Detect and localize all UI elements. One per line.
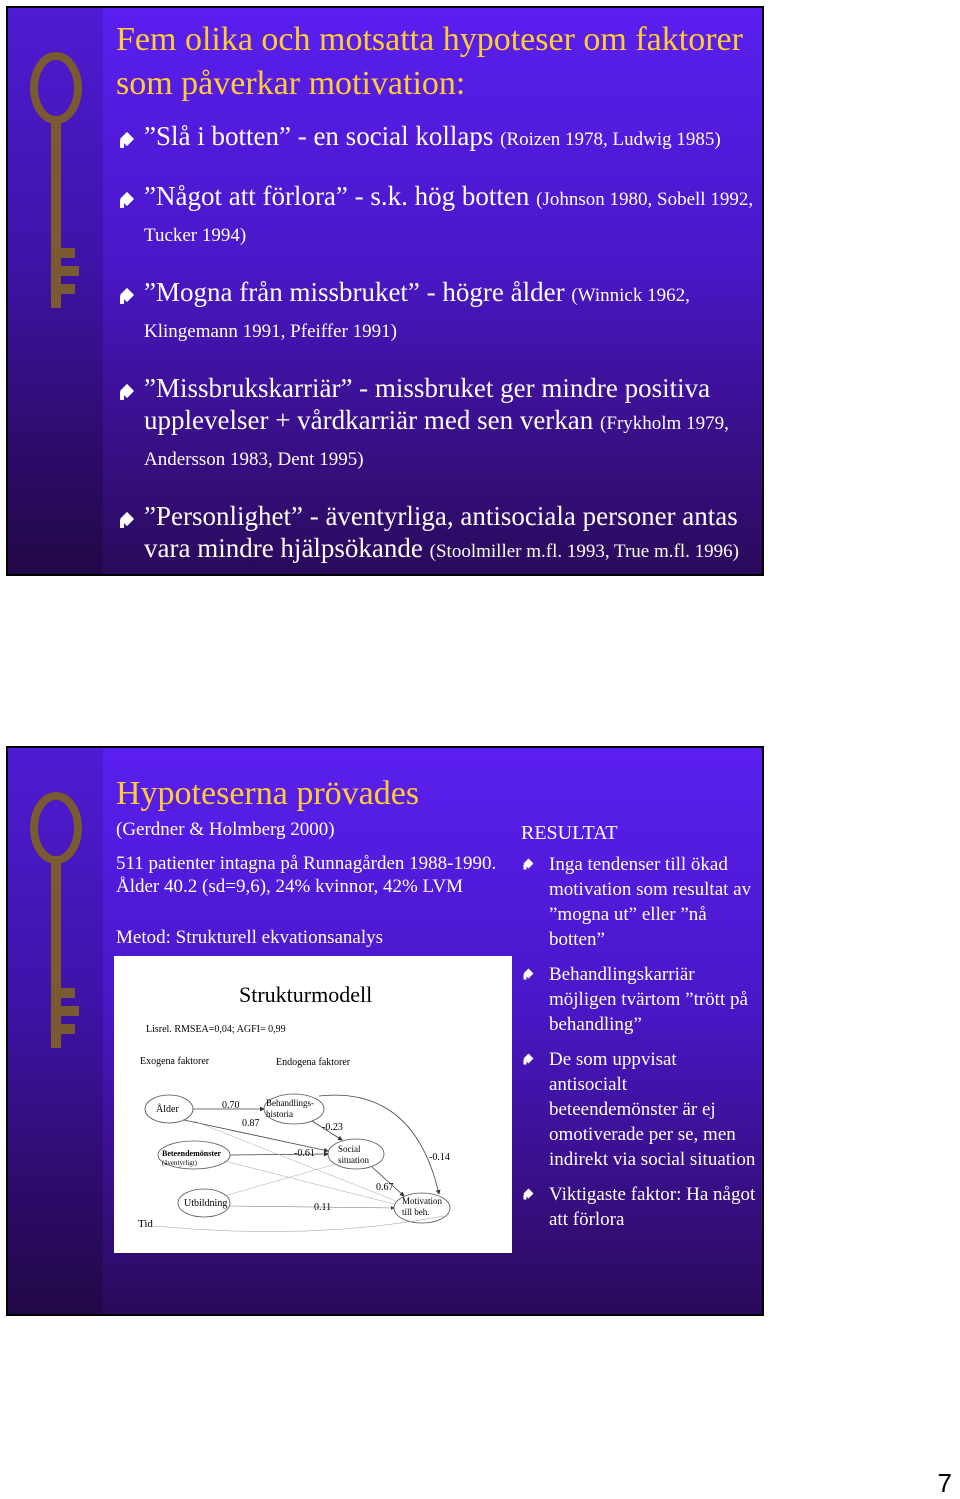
diamond-bullet-icon (120, 512, 134, 526)
list-item: ”Mogna från missbruket” - högre ålder (Winnick 1962, Klingemann 1991, Pfeiffer 1991) (116, 276, 756, 348)
list-item: Viktigaste faktor: Ha något att förlora (521, 1182, 756, 1232)
diagram-title: Strukturmodell (239, 982, 373, 1007)
coef-behandling-social: -0.23 (322, 1122, 343, 1133)
slide-1 (6, 6, 764, 576)
method: Metod: Strukturell ekvationsanalys (116, 927, 384, 948)
coef-social-motivation: 0.67 (376, 1182, 394, 1193)
node-motivation: Motivation till beh. (402, 1196, 442, 1217)
diamond-bullet-icon (120, 192, 134, 206)
node-beteende: Beteendemönster (162, 1149, 222, 1158)
diamond-bullet-icon (524, 1054, 534, 1064)
node-utbildning: Utbildning (184, 1198, 228, 1209)
slide-2 (6, 746, 764, 1316)
node-tid: Tid (138, 1218, 153, 1230)
node-alder: Ålder (156, 1104, 179, 1115)
coef-beteende-social: -0.61 (294, 1148, 315, 1159)
results-heading: RESULTAT (521, 822, 618, 844)
coef-utbildning-motivation: 0.11 (314, 1202, 332, 1213)
node-beteende-sub: (äventyrligt) (162, 1159, 197, 1167)
key-icon (26, 48, 86, 328)
structural-model-diagram (114, 956, 512, 1253)
citation: (Gerdner & Holmberg 2000) (116, 819, 335, 840)
diamond-bullet-icon (120, 384, 134, 398)
list-item: ”Personlighet” - äventyrliga, antisociala personer antas vara mindre hjälpsökande (Stoolmiller m.fl. 1993, True m.fl. 1996) (116, 500, 756, 568)
slide-title: Hypoteserna prövades (116, 775, 420, 812)
fit-statistics: Lisrel. RMSEA=0,04; AGFI= 0,99 (146, 1024, 286, 1035)
diamond-bullet-icon (120, 288, 134, 302)
key-icon (26, 788, 86, 1068)
list-item: Behandlingskarriär möjligen tvärtom ”trött på behandling” (521, 962, 756, 1037)
diamond-bullet-icon (524, 859, 534, 869)
exogenous-label: Exogena faktorer (140, 1056, 210, 1067)
coef-alder-social: 0.87 (242, 1118, 260, 1129)
hypothesis-list (116, 120, 756, 576)
list-item: ”Slå i botten” - en social kollaps (Roizen 1978, Ludwig 1985) (116, 120, 756, 156)
diamond-bullet-icon (524, 969, 534, 979)
coef-alder-behandling: 0.70 (222, 1100, 240, 1111)
page-number: 7 (937, 1468, 952, 1498)
list-item: De som uppvisat antisocialt beteendemönster är ej omotiverade per se, men indirekt via social situation (521, 1047, 756, 1172)
diamond-bullet-icon (524, 1189, 534, 1199)
list-item: ”Något att förlora” - s.k. hög botten (Johnson 1980, Sobell 1992, Tucker 1994) (116, 180, 756, 252)
slide-title: Fem olika och motsatta hypoteser om faktorer som påverkar motivation: (116, 21, 743, 102)
node-behandlingshistoria: Behandlings- historia (266, 1098, 314, 1119)
diamond-bullet-icon (120, 132, 134, 146)
endogenous-label: Endogena faktorer (276, 1057, 351, 1068)
node-social-situation: Social situation (338, 1144, 369, 1165)
list-item: ”Missbrukskarriär” - missbruket ger mindre positiva upplevelser + vårdkarriär med sen verkan (Frykholm 1979, Andersson 1983, Dent 1995) (116, 372, 756, 476)
list-item: Inga tendenser till ökad motivation som resultat av ”mogna ut” eller ”nå botten” (521, 852, 756, 952)
results-list (521, 852, 756, 1242)
study-description: 511 patienter intagna på Runnagården 1988-1990. Ålder 40.2 (sd=9,6), 24% kvinnor, 42% LVM (116, 853, 497, 897)
coef-behandling-motivation: -0.14 (429, 1152, 450, 1163)
